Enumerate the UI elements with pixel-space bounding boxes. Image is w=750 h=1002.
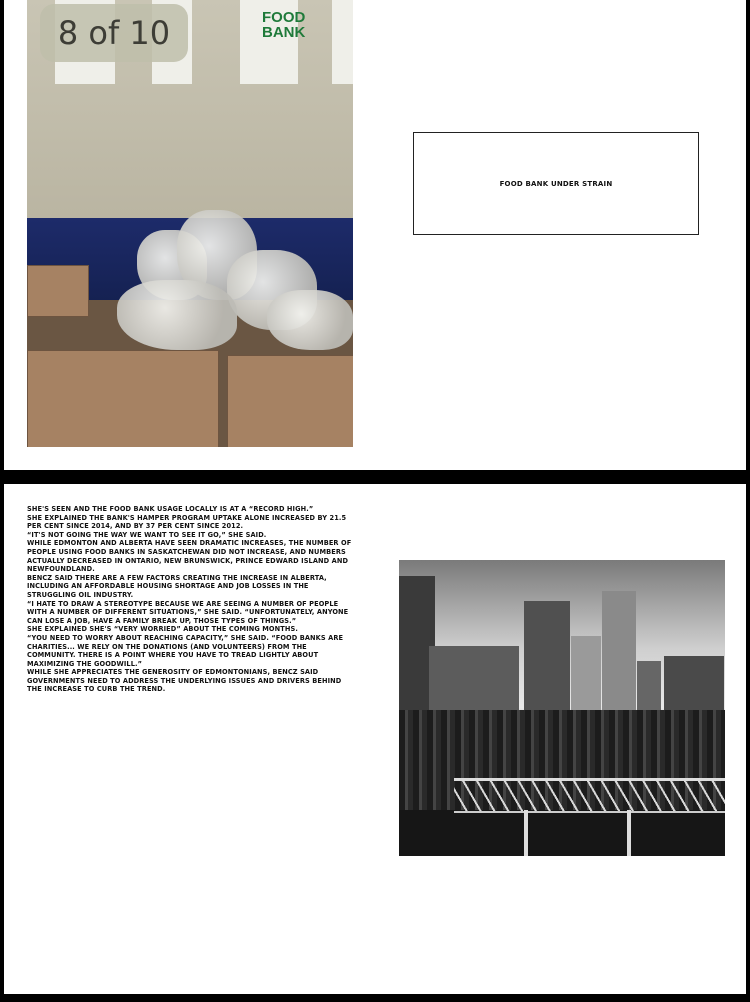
article-body xyxy=(27,505,353,694)
cardboard-box xyxy=(227,355,353,447)
bridge-pier xyxy=(524,810,528,856)
photo-building xyxy=(429,646,519,716)
cardboard-box xyxy=(27,350,219,447)
headline-box xyxy=(413,132,699,235)
photo-bridge xyxy=(454,778,725,813)
bridge-pier xyxy=(627,810,631,856)
photo-river xyxy=(399,810,725,856)
photo-building xyxy=(571,636,601,716)
article-paragraph: “IT'S NOT GOING THE WAY WE WANT TO SEE IT GO,” SHE SAID. xyxy=(27,530,267,539)
donation-bag xyxy=(117,280,237,350)
slide-counter: 8 of 10 xyxy=(40,4,188,62)
article-paragraph: SHE'S SEEN AND THE FOOD BANK USAGE LOCALLY IS AT A “RECORD HIGH.” xyxy=(27,505,314,513)
photo-building xyxy=(602,591,636,716)
photo-building xyxy=(637,661,661,716)
article-paragraph: SHE EXPLAINED SHE'S “VERY WORRIED” ABOUT THE COMING MONTHS. xyxy=(27,625,298,634)
article-paragraph: BENCZ SAID THERE ARE A FEW FACTORS CREATING THE INCREASE IN ALBERTA, INCLUDING AN AFFORDABLE HOUSING SHORTAGE AND JOB LOSSES IN THE STRUGGLING OIL INDUSTRY. xyxy=(27,573,327,599)
article-paragraph: “I HATE TO DRAW A STEREOTYPE BECAUSE WE ARE SEEING A NUMBER OF PEOPLE WITH A NUMBER OF DIFFERENT SITUATIONS,” SHE SAID. “UNFORTUNATELY, ANYONE CAN LOSE A JOB, HAVE A FAMILY BREAK UP, THOSE TYPES OF THINGS.” xyxy=(27,599,349,625)
photo-poster xyxy=(332,0,353,84)
city-skyline-photo xyxy=(399,560,725,856)
page-top xyxy=(4,0,746,470)
article-paragraph: WHILE SHE APPRECIATES THE GENEROSITY OF EDMONTONIANS, BENCZ SAID GOVERNMENTS NEED TO ADDRESS THE UNDERLYING ISSUES AND DRIVERS BEHIND THE INCREASE TO CURB THE TREND. xyxy=(27,668,342,694)
article-paragraph: SHE EXPLAINED THE BANK'S HAMPER PROGRAM UPTAKE ALONE INCREASED BY 21.5 PER CENT SINCE 2014, AND BY 37 PER CENT SINCE 2012. xyxy=(27,513,347,531)
article-paragraph: “YOU NEED TO WORRY ABOUT REACHING CAPACITY,” SHE SAID. “FOOD BANKS ARE CHARITIES... WE RELY ON THE DONATIONS (AND VOLUNTEERS) FROM THE COMMUNITY. THERE IS A POINT WHERE YOU HAVE TO TREAD LIGHTLY ABOUT MAXIMIZING THE GOODWILL.” xyxy=(27,633,344,668)
cardboard-box xyxy=(27,265,89,317)
food-bank-photo xyxy=(27,0,353,447)
photo-poster xyxy=(240,0,306,84)
photo-building xyxy=(664,656,724,716)
article-paragraph: WHILE EDMONTON AND ALBERTA HAVE SEEN DRAMATIC INCREASES, THE NUMBER OF PEOPLE USING FOOD BANKS IN SASKATCHEWAN DID NOT INCREASE, AND NUMBERS ACTUALLY DECREASED IN ONTARIO, NEW BRUNSWICK, PRINCE EDWARD ISLAND AND NEWFOUNDLAND. xyxy=(27,539,352,574)
poster-logo-text: FOOD BANK xyxy=(262,9,306,41)
donation-bag xyxy=(267,290,353,350)
page-bottom xyxy=(4,484,746,994)
photo-building xyxy=(524,601,570,716)
headline-text: FOOD BANK UNDER STRAIN xyxy=(499,179,613,188)
